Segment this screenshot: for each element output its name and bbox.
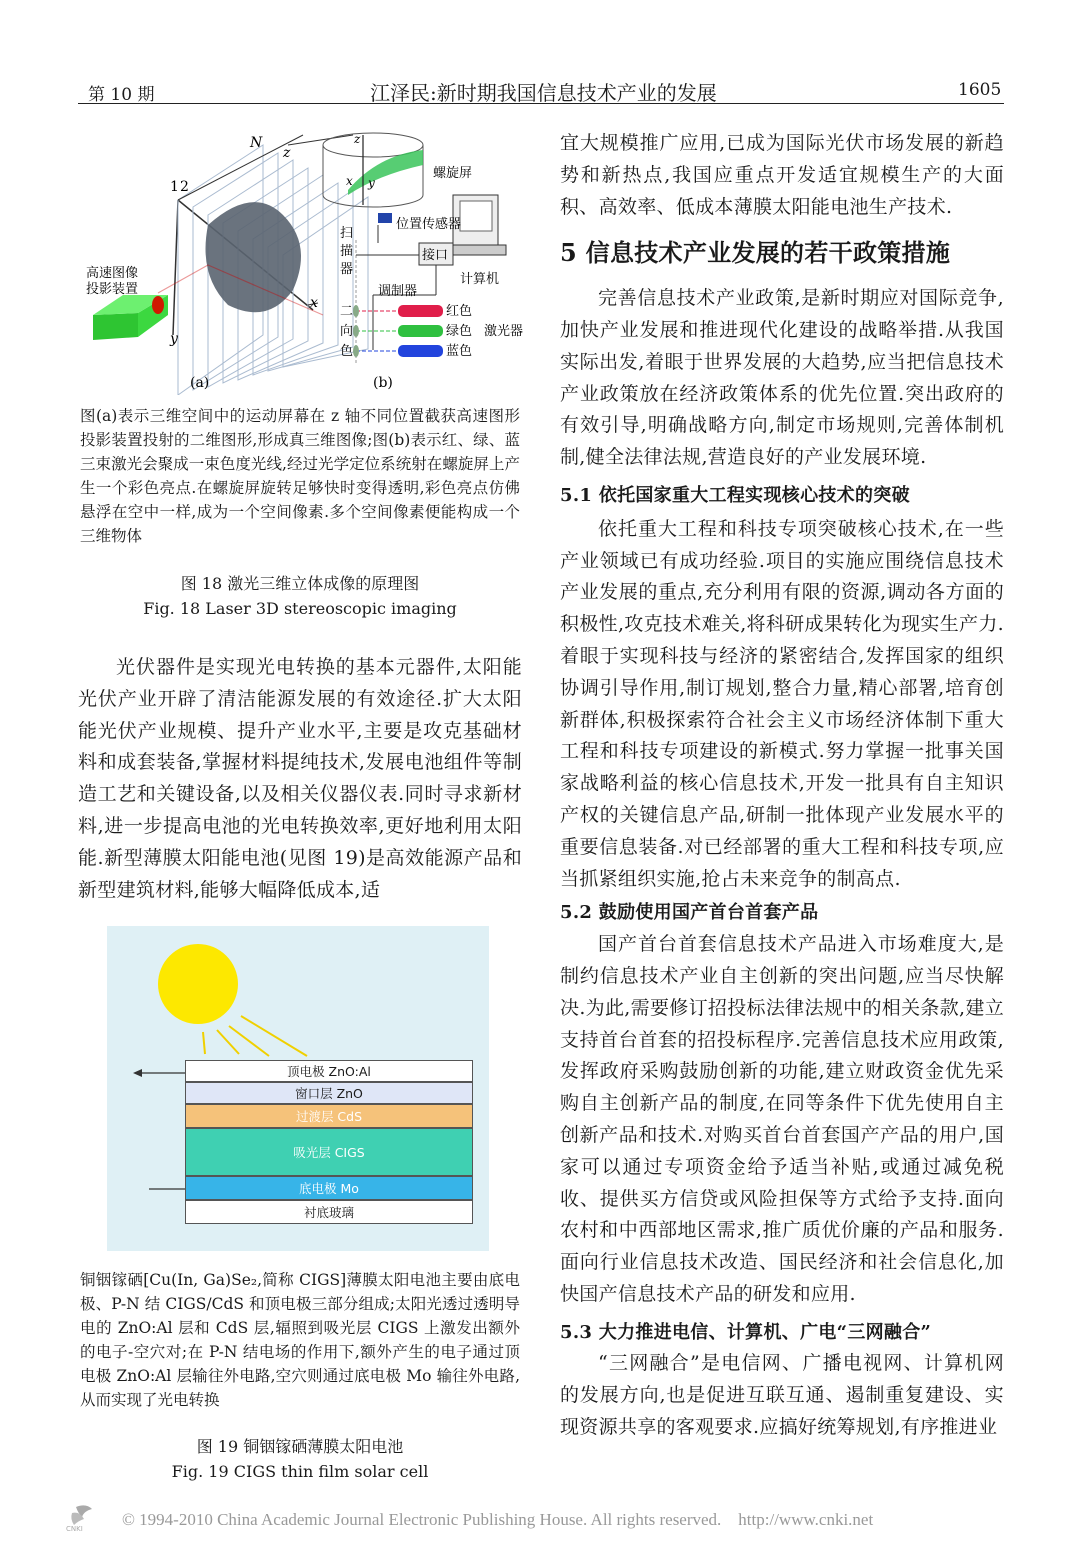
paragraph-three-networks: “三网融合”是电信网、广播电视网、计算机网的发展方向,也是促进互联互通、遏制重复建设、实现资源共享的客观要求.应搞好统筹规划,有序推进业 [560, 1352, 1004, 1439]
cnki-logo [58, 1503, 114, 1533]
layer-back-electrode: 底电极 Mo [185, 1176, 473, 1200]
svg-text:CNKI: CNKI [66, 1525, 83, 1533]
dichroic-label-3: 色 [340, 344, 354, 359]
figure-19-title-cn: 图 19 铜铟镓硒薄膜太阳电池 [196, 1437, 404, 1456]
scanner-label-3: 器 [340, 262, 354, 277]
dichroic-label-2: 向 [340, 324, 354, 339]
figure-18-title-en: Fig. 18 Laser 3D stereoscopic imaging [143, 599, 457, 618]
paragraph-continuation: 宜大规模推广应用,已成为国际光伏市场发展的新趋势和新热点,我国应重点开发适宜规模生产的大面积、高效率、低成本薄膜太阳能电池生产技术. [560, 132, 1004, 218]
left-body-text [78, 652, 522, 906]
figure-18-diagrams [78, 125, 538, 395]
screen-label-2: 2 [180, 179, 189, 195]
green-label: 绿色 [446, 324, 473, 339]
interface-label: 接口 [422, 248, 449, 263]
dichroic-label: 二 [340, 304, 354, 319]
paragraph-major-projects: 依托重大工程和科技专项突破核心技术,在一些产业领域已有成功经验.项目的实施应围绕信息技术产业发展的重点,充分利用有限的资源,调动各方面的积极性,攻克技术难关,将科研成果转化为现实生产力.着眼于实现科技与经济的紧密结合,发挥国家的组织协调引导作用,制订规划,整合力量,精心部署,培育创新群体,积极探索符合社会主义市场经济体制下重大工程和科技专项建设的新模式.努力掌握一批事关国家战略利益的核心信息技术,开发一批具有自主知识产权的关键信息产品,研制一批体现产业发展水平的重要信息装备.对已经部署的重大工程和科技专项,应当抓紧组织实施,抢占未来竞争的制高点. [560, 517, 1004, 890]
layer-substrate: 衬底玻璃 [185, 1200, 473, 1224]
section-5-heading: 5 信息技术产业发展的若干政策措施 [560, 238, 951, 268]
layer-absorber: 吸光层 CIGS [185, 1128, 473, 1176]
axis-x-label-b: x [346, 174, 353, 188]
subfig-a-label: (a) [190, 375, 210, 391]
running-title: 江泽民:新时期我国信息技术产业的发展 [370, 81, 717, 105]
axis-n-label: N [250, 135, 263, 151]
paragraph-photovoltaic: 光伏器件是实现光电转换的基本元器件,太阳能光伏产业开辟了清洁能源发展的有效途径.扩大太阳能光伏产业规模、提升产业水平,主要是攻克基础材料和成套装备,掌握材料提纯技术,发展电池组件等制造工艺和关键设备,以及相关仪器仪表.同时寻求新材料,进一步提高电池的光电转换效率,更好地利用太阳能.新型薄膜太阳能电池(见图 19)是高效能源产品和新型建筑材料,能够大幅降低成本,适 [78, 656, 522, 901]
axis-y-label-a: y [170, 331, 178, 347]
red-label: 红色 [446, 304, 473, 319]
header-rule [78, 103, 1004, 104]
screen-label-1: 1 [170, 179, 179, 195]
layer-buffer: 过渡层 CdS [185, 1104, 473, 1128]
section-5-1-heading: 5.1 依托国家重大工程实现核心技术的突破 [560, 484, 910, 506]
paragraph-first-products: 国产首台首套信息技术产品进入市场难度大,是制约信息技术产业自主创新的突出问题,应当尽快解决.为此,需要修订招投标法律法规中的相关条款,建立支持首台首套的招投标程序.完善信息技术应用政策,发挥政府采购鼓励创新的功能,建立财政资金优先采购自主创新产品的制度,在同等条件下优先使用自主创新产品和技术.对购买首台首套国产产品的用户,国家可以通过专项资金给予适当补贴,或通过减免税收、提供买方信贷或风险担保等方式给予支持.面向农村和中西部地区需求,推广质优价廉的产品和服务.面向行业信息技术改造、国民经济和社会信息化,加快国产信息技术产品的研发和应用. [560, 933, 1004, 1305]
page-number: 1605 [958, 80, 1002, 100]
computer-label: 计算机 [460, 272, 500, 287]
projector-label-2: 投影装置 [86, 282, 139, 297]
cell-layer-stack [185, 1060, 473, 1224]
figure-18-caption: 图(a)表示三维空间中的运动屏幕在 z 轴不同位置截获高速图形投影装置投射的二维图形,形成真三维图像;图(b)表示红、绿、蓝三束激光会聚成一束色度光线,经过光学定位系统射在螺旋屏上产生一个彩色亮点.在螺旋屏旋转足够快时变得透明,彩色亮点仿佛悬浮在空中一样,成为一个空间像素.多个空间像素便能构成一个三维物体 [80, 407, 520, 545]
issue-number: 第 10 期 [88, 85, 155, 105]
modulator-label: 调制器 [378, 284, 418, 299]
paragraph-policy: 完善信息技术产业政策,是新时期应对国际竞争,加快产业发展和推进现代化建设的战略举措.从我国实际出发,着眼于世界发展的大趋势,应当把信息技术产业政策放在经济政策体系的优先位置.突出政府的有效引导,明确战略方向,制定市场规则,完善体制机制,健全法律法规,营造良好的产业发展环境. [560, 287, 1004, 469]
position-sensor-label: 位置传感器 [396, 217, 462, 232]
layer-window: 窗口层 ZnO [185, 1082, 473, 1104]
figure-18a-volumetric-screen [93, 135, 368, 395]
scanner-label: 扫 [340, 226, 354, 241]
spiral-screen-label: 螺旋屏 [433, 166, 473, 181]
figure-19-caption: 铜铟镓硒[Cu(In, Ga)Se₂,简称 CIGS]薄膜太阳电池主要由底电极、P-N 结 CIGS/CdS 和顶电极三部分组成;太阳光透过透明导电的 ZnO:Al 层和 CdS 层,辐照到吸光层 CIGS 上激发出额外的电子-空穴对;在 P-N 结电场的作用下,额外产生的电子通过顶电极 ZnO:Al 层输往外电路,空穴则通过底电极 Mo 输往外电路,从而实现了光电转换 [80, 1271, 520, 1409]
figure-19-diagram [107, 926, 489, 1251]
section-5-2-heading: 5.2 鼓励使用国产首台首套产品 [560, 902, 819, 924]
right-column [560, 128, 1004, 1444]
sun-icon [158, 944, 238, 1024]
scanner-label-2: 描 [340, 244, 354, 259]
subfig-b-label: (b) [373, 375, 393, 391]
axis-z-label-b: z [354, 132, 361, 146]
axis-y-label-b: y [368, 176, 375, 190]
laser-label: 激光器 [484, 324, 524, 339]
cnki-logo-icon [58, 1503, 114, 1533]
copyright-footer: © 1994-2010 China Academic Journal Electronic Publishing House. All rights reserved. http://www.cnki.net [122, 1510, 874, 1529]
blue-label: 蓝色 [446, 344, 473, 359]
section-5-3-heading: 5.3 大力推进电信、计算机、广电“三网融合” [560, 1321, 932, 1343]
figure-19-title-en: Fig. 19 CIGS thin film solar cell [171, 1462, 429, 1481]
axis-z-label-a: z [283, 145, 291, 161]
axis-x-label-a: x [310, 295, 318, 311]
projector-label: 高速图像 [86, 266, 139, 281]
layer-top-electrode: 顶电极 ZnO:Al [185, 1060, 473, 1082]
figure-18-title-cn: 图 18 激光三维立体成像的原理图 [180, 574, 420, 593]
